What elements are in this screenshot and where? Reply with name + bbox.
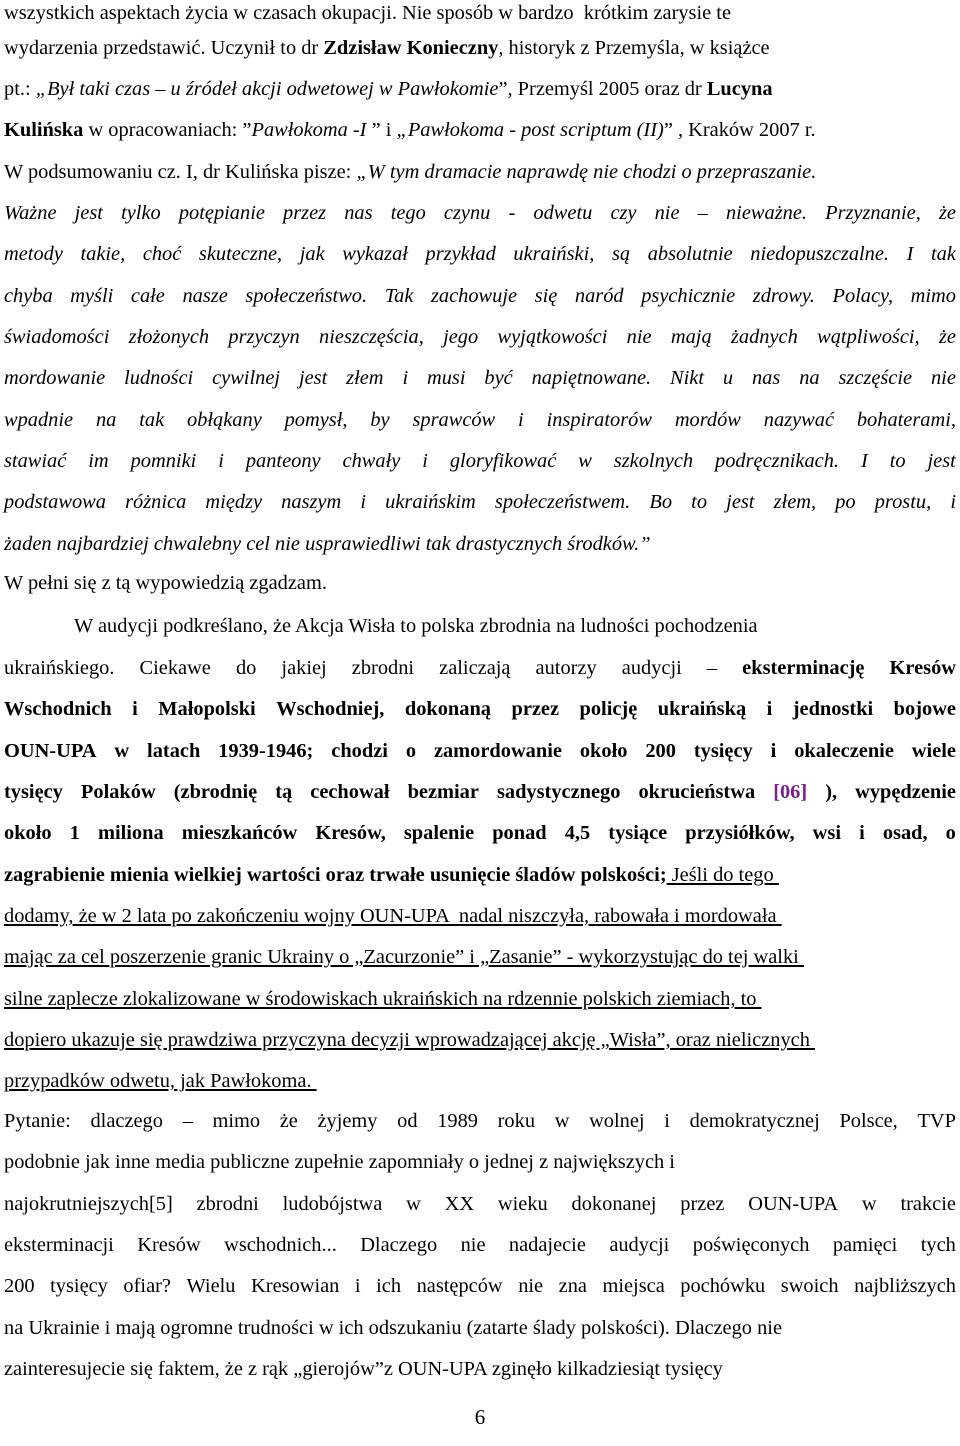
word: OUN-UPA	[4, 740, 97, 762]
word: Ciekawe	[139, 657, 211, 679]
text-run: pt.:	[4, 78, 36, 100]
word: w	[578, 450, 592, 472]
word: zamordowanie	[433, 740, 562, 762]
word: jest	[726, 491, 755, 513]
text-line	[4, 196, 956, 230]
text-line	[4, 982, 956, 1016]
word: tysięcy	[693, 740, 753, 762]
page-number: 6	[474, 1405, 486, 1429]
word: –	[182, 1110, 193, 1132]
word: podręcznikach.	[715, 450, 840, 472]
text-run: Pawłokoma -I	[251, 119, 367, 141]
word: Polacy,	[832, 285, 894, 307]
text-run: ” i	[366, 119, 397, 141]
word: w	[114, 740, 130, 762]
word: i	[218, 450, 224, 472]
word: odwetu	[533, 202, 593, 224]
text-run: wydarzenia przedstawić. Uczynił to dr	[4, 37, 324, 59]
word: złem	[346, 367, 384, 389]
word: tysiące	[608, 822, 668, 844]
word: około	[579, 740, 628, 762]
word: ukraiński,	[513, 243, 595, 265]
word: ),	[825, 781, 838, 803]
word: po	[835, 491, 856, 513]
text-run: Jeśli do tego	[666, 864, 779, 886]
text-run: ” , Kraków 2007 r.	[663, 119, 816, 141]
word: Wschodnich	[4, 698, 112, 720]
word: Polsce,	[839, 1110, 898, 1132]
word: metody	[4, 243, 63, 265]
word: Polaków	[80, 781, 156, 803]
word: tysięcy	[4, 781, 63, 803]
text-run: silne zaplecze zlokalizowane w środowiskach ukraińskich na rdzennie polskich ziemiach, to	[4, 988, 762, 1010]
word: i	[950, 491, 956, 513]
text-run: żaden najbardziej chwalebny cel nie usprawiedliwi tak drastycznych środków.”	[4, 533, 651, 555]
word: zaliczają	[439, 657, 511, 679]
word: mają	[670, 326, 712, 348]
word: Pytanie:	[4, 1110, 71, 1132]
word: najbliższych	[854, 1275, 956, 1297]
word: pochówku	[680, 1275, 766, 1297]
text-line	[4, 1023, 956, 1057]
text-run: dodamy, że w 2 lata po zakończeniu wojny OUN-UPA nadal niszczyła, rabowała i mordowała	[4, 905, 782, 927]
word: złem,	[773, 491, 817, 513]
word: przykład	[425, 243, 496, 265]
word: jest	[927, 450, 956, 472]
word: że	[938, 202, 956, 224]
word: dlaczego	[90, 1110, 163, 1132]
word: pamięci	[832, 1234, 898, 1256]
word: bohaterami,	[856, 409, 956, 431]
word: psychicznie	[641, 285, 736, 307]
word: i	[766, 698, 773, 720]
word: około	[4, 822, 52, 844]
word: stawiać	[4, 450, 67, 472]
word: i	[770, 740, 777, 762]
word: Wielu	[186, 1275, 236, 1297]
text-run: Kulińska	[4, 119, 84, 141]
word: społeczeństwem.	[494, 491, 631, 513]
word: tych	[920, 1234, 956, 1256]
word: dokonanej	[571, 1193, 657, 1215]
word: wykazał	[342, 243, 408, 265]
word: jest	[74, 202, 103, 224]
text-run: ”, Przemyśl 2005 oraz dr	[498, 78, 707, 100]
word: wieku	[497, 1193, 548, 1215]
text-run: , historyk z Przemyśla, w książce	[498, 37, 770, 59]
text-run: zagrabienie mienia wielkiej wartości oraz trwałe usunięcie śladów polskości;	[4, 864, 667, 886]
word: prostu,	[874, 491, 932, 513]
text-run: na Ukrainie i mają ogromne trudności w ich odszukaniu (zatarte ślady polskości). Dlaczego nie	[4, 1317, 782, 1339]
word: i	[132, 698, 138, 720]
word: przyczyn	[228, 326, 300, 348]
word: okrucieństwa	[638, 781, 756, 803]
text-run: zainteresujecie się faktem, że z rąk „gierojów”z OUN-UPA zginęło kilkadziesiąt tysięcy	[4, 1358, 723, 1380]
text-line	[4, 940, 956, 974]
text-line	[4, 1104, 956, 1138]
text-line	[4, 609, 956, 643]
text-run: W pełni się z tą wypowiedzią zgadzam.	[4, 572, 327, 594]
word: jakiej	[281, 657, 327, 679]
word: od	[397, 1110, 418, 1132]
word: osad,	[882, 822, 928, 844]
word: świadomości	[4, 326, 110, 348]
word: zbrodni	[351, 657, 415, 679]
text-run: wszystkich aspektach życia w czasach okupacji. Nie sposób w bardzo krótkim zarysie te	[4, 2, 732, 24]
word: tylko	[121, 202, 161, 224]
word: Kresów	[889, 657, 956, 679]
word: żyjemy	[317, 1110, 378, 1132]
word: podstawowa	[4, 491, 106, 513]
word: inspiratorów	[546, 409, 652, 431]
word: społeczeństwo.	[245, 285, 368, 307]
word: wypędzenie	[855, 781, 956, 803]
word: nie	[460, 1234, 486, 1256]
word: okaleczenie	[794, 740, 894, 762]
word: nieważne.	[725, 202, 807, 224]
word: przez	[680, 1193, 725, 1215]
word: –	[706, 657, 718, 679]
text-line	[4, 1352, 956, 1386]
word: zna	[558, 1275, 587, 1297]
word: latach	[147, 740, 201, 762]
text-line	[4, 1064, 956, 1098]
word: pomniki	[130, 450, 197, 472]
word: by	[370, 409, 390, 431]
word: tą	[275, 781, 293, 803]
word: obłąkany	[187, 409, 262, 431]
word: chodzi	[331, 740, 388, 762]
word: choć	[142, 243, 182, 265]
word: nasze	[182, 285, 228, 307]
word: Małopolski	[158, 698, 256, 720]
word: eksterminację	[742, 657, 865, 679]
word: nas	[751, 367, 781, 389]
word: jego	[443, 326, 479, 348]
word: przysiółków,	[685, 822, 795, 844]
word: absolutnie	[647, 243, 733, 265]
word: demokratycznej	[689, 1110, 820, 1132]
word: miliona	[97, 822, 164, 844]
word: cywilnej	[212, 367, 281, 389]
word: Kresów,	[315, 822, 386, 844]
word: ukraińskiego.	[4, 657, 115, 679]
word: -	[508, 202, 516, 224]
word: dokonaną	[404, 698, 492, 720]
word: Kresów	[137, 1234, 201, 1256]
word: ludobójstwa	[282, 1193, 383, 1215]
word: ponad	[492, 822, 547, 844]
word: być	[484, 367, 513, 389]
word: zachowuje	[430, 285, 518, 307]
word: miejsca	[602, 1275, 665, 1297]
text-line	[4, 361, 956, 395]
word: na	[799, 367, 820, 389]
word: nie	[626, 326, 652, 348]
text-line	[4, 31, 956, 65]
text-line	[4, 899, 956, 933]
word: całe	[130, 285, 165, 307]
word: cechował	[310, 781, 390, 803]
word: Ważne	[4, 202, 57, 224]
word: Nikt	[670, 367, 704, 389]
text-run: W podsumowaniu cz. I, dr Kulińska pisze:	[4, 161, 357, 183]
word: to	[889, 450, 906, 472]
word: napiętnowane.	[531, 367, 652, 389]
text-run: „W tym dramacie naprawdę nie chodzi o przepraszanie.	[356, 161, 817, 183]
text-run: w opracowaniach: ”	[83, 119, 252, 141]
word: Bo	[649, 491, 673, 513]
word: przez	[511, 698, 560, 720]
word: są	[611, 243, 631, 265]
word: tak	[931, 243, 956, 265]
text-run: Zdzisław Konieczny	[323, 37, 499, 59]
word: spalenie	[403, 822, 475, 844]
word: i	[422, 450, 428, 472]
word: szkolnych	[613, 450, 694, 472]
word: i	[360, 491, 367, 513]
word: mieszkańców	[181, 822, 298, 844]
text-line	[4, 858, 956, 892]
word: i	[664, 1110, 670, 1132]
text-line	[4, 692, 956, 726]
word: Kresowian	[251, 1275, 340, 1297]
word: jak	[299, 243, 325, 265]
word: się	[534, 285, 558, 307]
word: różnica	[125, 491, 187, 513]
word: pomysł,	[284, 409, 348, 431]
word: w	[406, 1193, 421, 1215]
word: poświęconych	[692, 1234, 810, 1256]
text-line	[4, 734, 956, 768]
word: u	[722, 367, 734, 389]
word: Przyznanie,	[825, 202, 921, 224]
word: jednostki	[792, 698, 874, 720]
word: nas	[344, 202, 373, 224]
word: XX	[444, 1193, 475, 1215]
text-line	[4, 775, 956, 809]
word: do	[235, 657, 257, 679]
word: zbrodni	[196, 1193, 259, 1215]
word: sprawców	[412, 409, 496, 431]
text-run: dopiero ukazuje się prawdziwa przyczyna decyzji wprowadzającej akcję „Wisła”, oraz nielicznych	[4, 1029, 815, 1051]
word: eksterminacji	[4, 1234, 114, 1256]
text-line	[4, 444, 956, 478]
text-line	[4, 320, 956, 354]
word: nadajecie	[508, 1234, 586, 1256]
text-run: Lucyna	[706, 78, 773, 100]
word: nie	[518, 1275, 544, 1297]
word: nieszczęścia,	[319, 326, 424, 348]
word: że	[279, 1110, 298, 1132]
word: ukraińską	[657, 698, 747, 720]
word: tego	[390, 202, 426, 224]
word: (zbrodnię	[173, 781, 258, 803]
word: mimo	[212, 1110, 261, 1132]
word: naszym	[281, 491, 342, 513]
word: bezmiar	[407, 781, 479, 803]
word: niedopuszczalne.	[750, 243, 890, 265]
text-line	[4, 1269, 956, 1303]
word: 1	[69, 822, 80, 844]
word: Wschodniej,	[276, 698, 385, 720]
word: audycji	[621, 657, 682, 679]
word: mimo	[910, 285, 956, 307]
word: Dlaczego	[360, 1234, 438, 1256]
word: ich	[376, 1275, 402, 1297]
word: bojowe	[893, 698, 956, 720]
text-line	[4, 566, 956, 600]
word: Tak	[384, 285, 414, 307]
text-run: podobnie jak inne media publiczne zupełnie zapomniały o jednej z największych i	[4, 1151, 675, 1173]
word: –	[697, 202, 708, 224]
word: I	[860, 450, 868, 472]
word: gloryfikować	[449, 450, 557, 472]
text-line	[4, 113, 956, 147]
word: wschodnich...	[224, 1234, 337, 1256]
word: zdrowy.	[752, 285, 815, 307]
word: nie	[930, 367, 956, 389]
word: takie,	[80, 243, 126, 265]
word: roku	[497, 1110, 536, 1132]
text-run: mając za cel poszerzenie granic Ukrainy o „Zacurzonie” i „Zasanie” - wykorzystując do tej walki	[4, 946, 804, 968]
text-line	[4, 485, 956, 519]
word: tak	[139, 409, 165, 431]
text-line	[4, 72, 956, 106]
word: jest	[298, 367, 328, 389]
text-line	[4, 1228, 956, 1262]
word: 200	[645, 740, 676, 762]
word: myśli	[70, 285, 114, 307]
word: trakcie	[900, 1193, 956, 1215]
word: naród	[574, 285, 624, 307]
text-line	[4, 1187, 956, 1221]
word: 200	[4, 1275, 35, 1297]
word: o	[945, 822, 956, 844]
text-run: „Był taki czas – u źródeł akcji odwetowej w Pawłokomie	[35, 78, 499, 100]
word: następców	[416, 1275, 503, 1297]
word: czynu	[443, 202, 491, 224]
word: chwały	[342, 450, 401, 472]
word: szczęście	[838, 367, 913, 389]
word: wątpliwości,	[817, 326, 920, 348]
word: TVP	[917, 1110, 956, 1132]
word: nazywać	[763, 409, 834, 431]
word: 1939-1946;	[218, 740, 314, 762]
word: o	[405, 740, 417, 762]
word: nie	[654, 202, 680, 224]
word: w	[554, 1110, 570, 1132]
word: najokrutniejszych[5]	[4, 1193, 173, 1215]
word: i	[518, 409, 524, 431]
text-run: przypadków odwetu, jak Pawłokoma.	[4, 1070, 317, 1092]
text-line	[4, 527, 956, 561]
word: że	[938, 326, 956, 348]
word: [06]	[773, 781, 808, 803]
word: przez	[283, 202, 327, 224]
word: wyjątkowości	[497, 326, 608, 348]
word: i	[354, 1275, 361, 1297]
word: wsi	[812, 822, 841, 844]
word: I	[906, 243, 914, 265]
word: tysięcy	[50, 1275, 108, 1297]
word: ludności	[124, 367, 194, 389]
word: 1989	[437, 1110, 478, 1132]
word: złożonych	[128, 326, 210, 348]
text-line	[4, 1311, 956, 1345]
word: wpadnie	[4, 409, 74, 431]
word: mordów	[674, 409, 741, 431]
word: im	[88, 450, 109, 472]
word: musi	[427, 367, 466, 389]
text-line	[4, 0, 956, 30]
word: mordowanie	[4, 367, 106, 389]
text-line	[4, 1145, 956, 1179]
word: ukraińskim	[385, 491, 476, 513]
text-run: „Pawłokoma - post scriptum (II)	[396, 119, 664, 141]
text-line	[4, 651, 956, 685]
word: na	[95, 409, 117, 431]
word: skuteczne,	[198, 243, 283, 265]
word: panteony	[245, 450, 321, 472]
word: w	[861, 1193, 877, 1215]
word: między	[205, 491, 263, 513]
word: to	[691, 491, 708, 513]
text-line	[4, 403, 956, 437]
text-run: W audycji podkreślano, że Akcja Wisła to polska zbrodnia na ludności pochodzenia	[74, 615, 758, 637]
word: autorzy	[535, 657, 597, 679]
word: OUN-UPA	[748, 1193, 839, 1215]
word: ofiar?	[123, 1275, 171, 1297]
text-line	[4, 155, 956, 189]
word: i	[859, 822, 865, 844]
word: i	[402, 367, 409, 389]
text-line	[4, 816, 956, 850]
word: swoich	[780, 1275, 839, 1297]
text-line	[4, 279, 956, 313]
word: wolnej	[589, 1110, 645, 1132]
word: sadystycznego	[496, 781, 621, 803]
word: policję	[579, 698, 638, 720]
word: wiele	[911, 740, 956, 762]
word: 4,5	[564, 822, 591, 844]
word: chyba	[4, 285, 53, 307]
word: żadnych	[730, 326, 798, 348]
word: czy	[610, 202, 637, 224]
text-line	[4, 237, 956, 271]
word: potępianie	[178, 202, 265, 224]
word: audycji	[609, 1234, 670, 1256]
